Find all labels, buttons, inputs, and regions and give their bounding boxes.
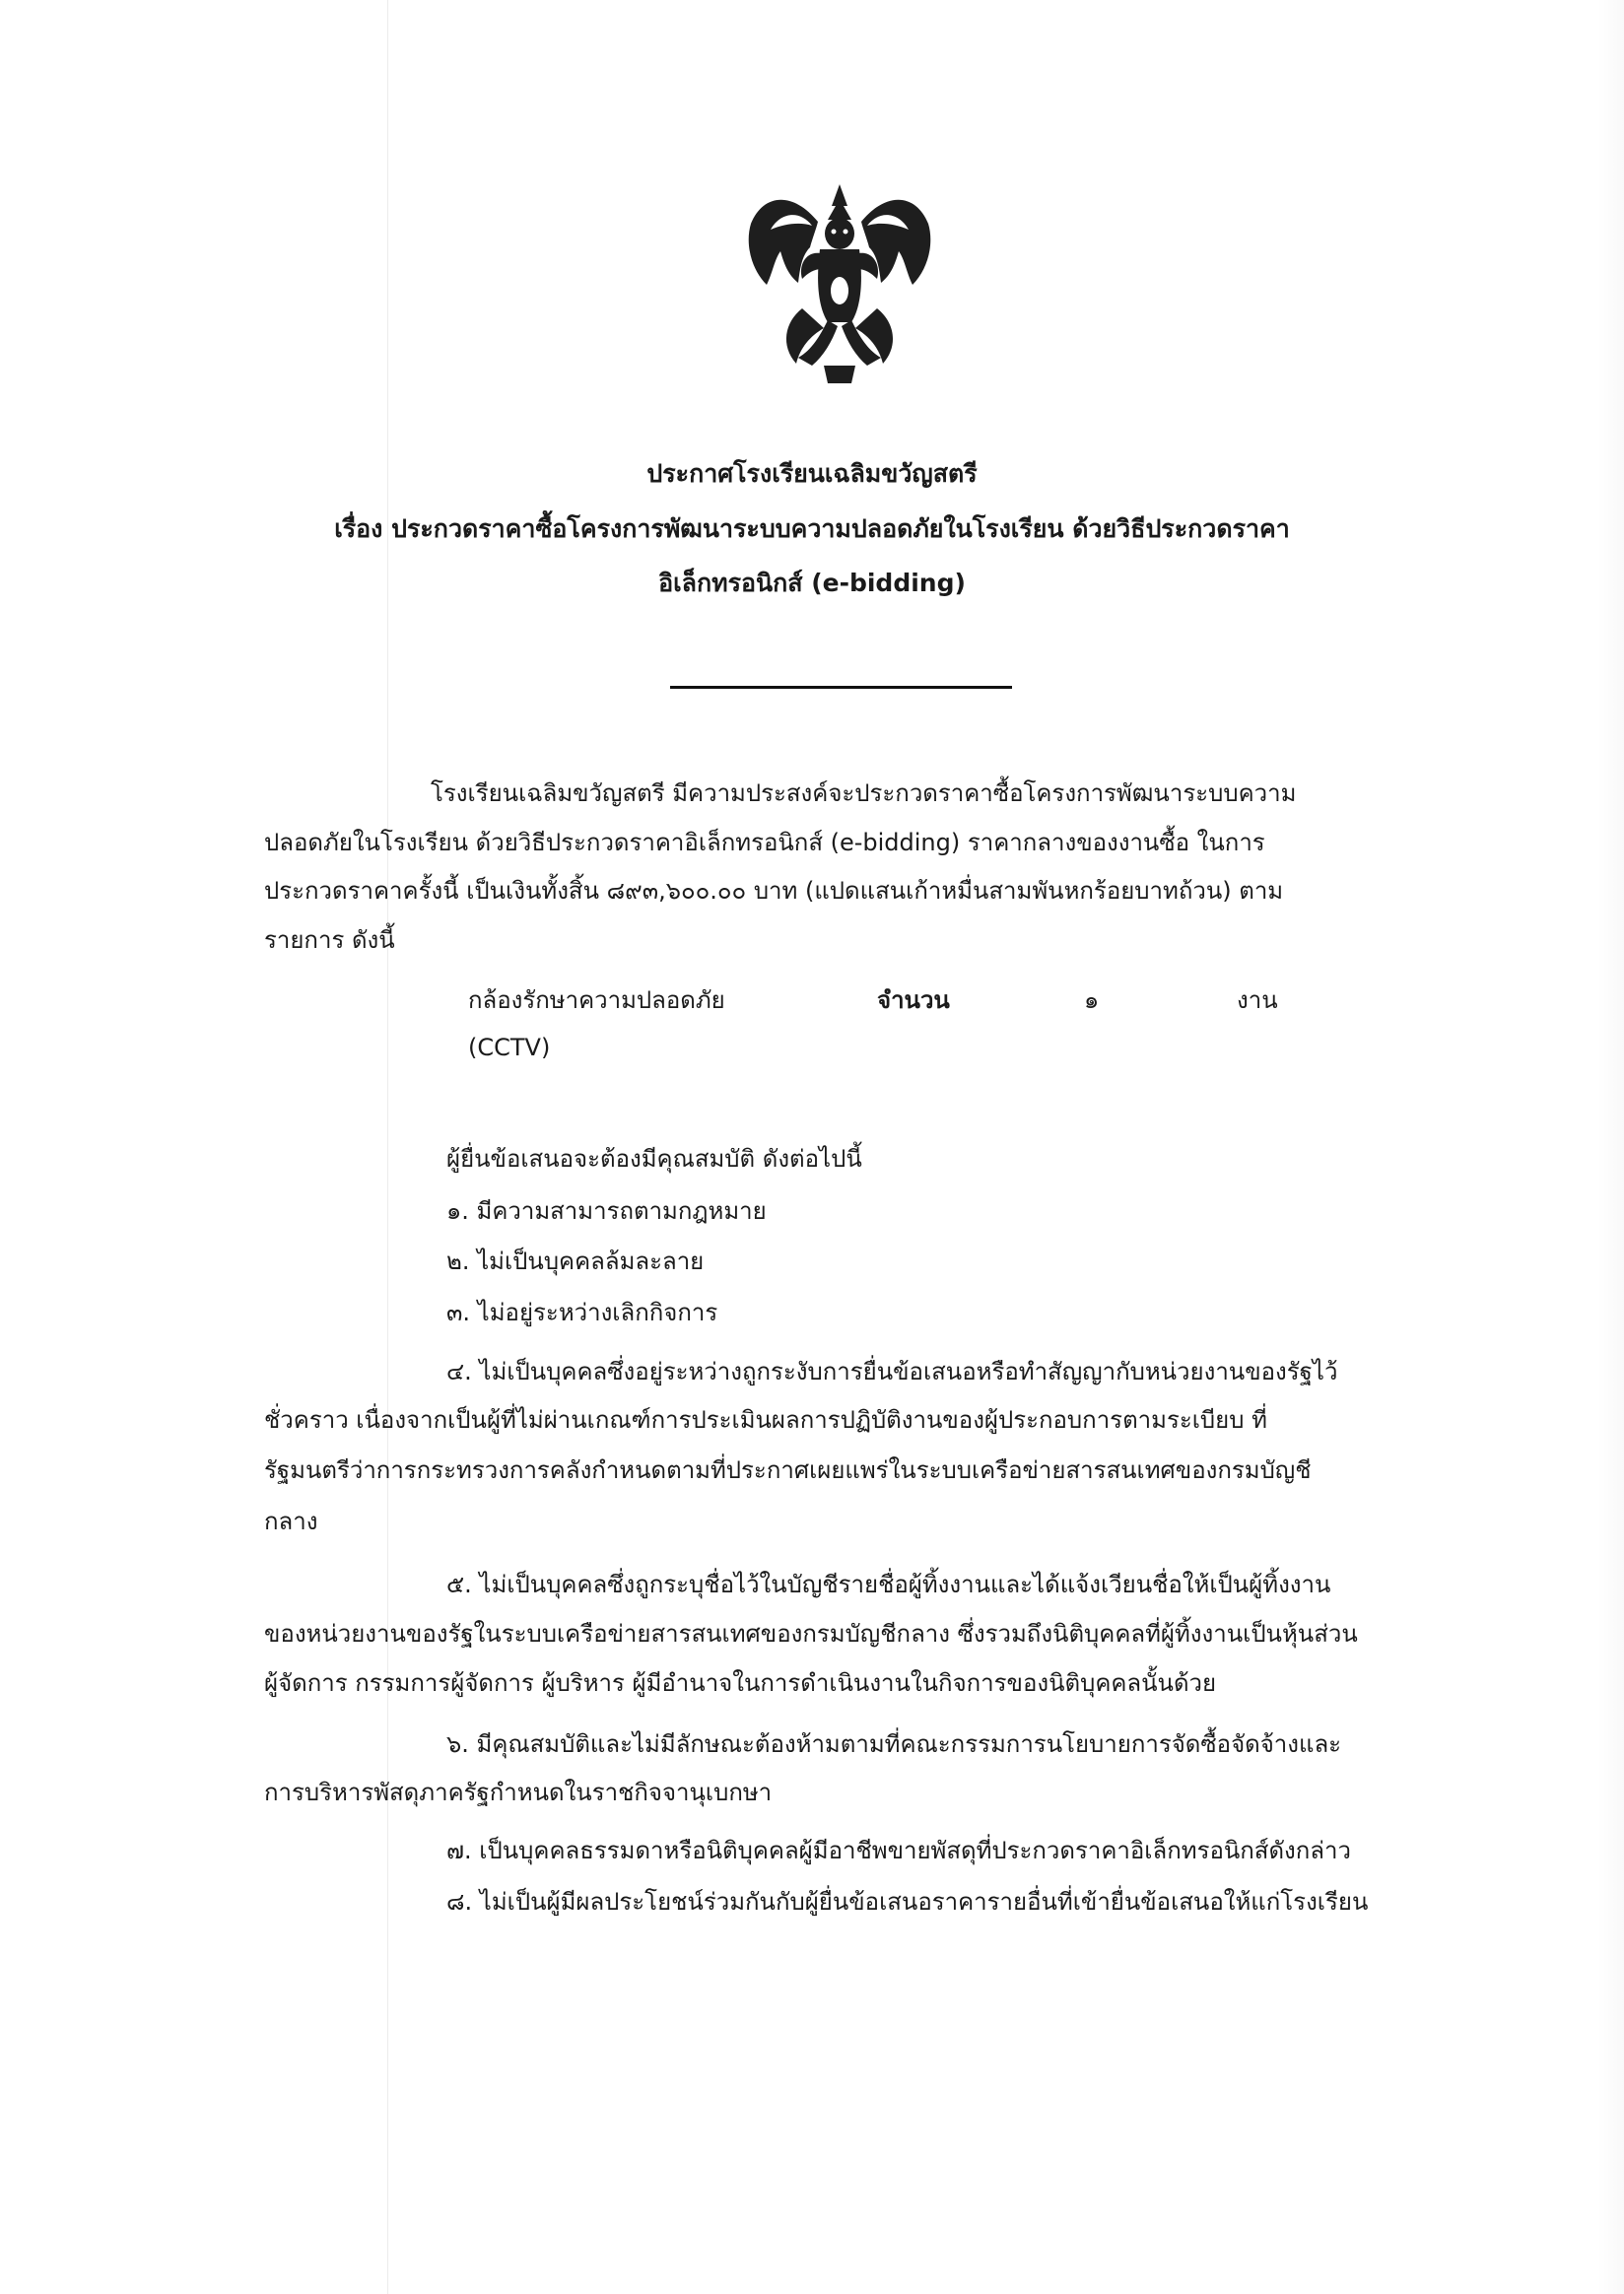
qualification-6-line-2: การบริหารพัสดุภาครัฐกำหนดในราชกิจจานุเบกษา (264, 1779, 773, 1806)
item-quantity-value: ๑ (1084, 986, 1100, 1014)
qualification-4-line-4: กลาง (264, 1508, 318, 1535)
item-unit: งาน (1237, 986, 1278, 1014)
qualification-5-line-2: ของหน่วยงานของรัฐในระบบเครือข่ายสารสนเทศของกรมบัญชีกลาง ซึ่งรวมถึงนิติบุคคลที่ผู้ทิ้งงานเป็นหุ้นส่วน (264, 1620, 1358, 1648)
qualification-7: ๗. เป็นบุคคลธรรมดาหรือนิติบุคคลผู้มีอาชีพขายพัสดุที่ประกวดราคาอิเล็กทรอนิกส์ดังกล่าว (446, 1837, 1351, 1864)
qualification-4-line-1: ๔. ไม่เป็นบุคคลซึ่งอยู่ระหว่างถูกระงับการยื่นข้อเสนอหรือทำสัญญากับหน่วยงานของรัฐไว้ (446, 1358, 1338, 1385)
intro-line-2: ปลอดภัยในโรงเรียน ด้วยวิธีประกวดราคาอิเล็กทรอนิกส์ (e-bidding) ราคากลางของงานซื้อ ในการ (264, 829, 1265, 856)
qualification-3: ๓. ไม่อยู่ระหว่างเลิกกิจการ (446, 1299, 718, 1326)
document-title: ประกาศโรงเรียนเฉลิมขวัญสตรี (646, 459, 978, 488)
item-quantity-label: จำนวน (877, 986, 950, 1014)
qualification-6-line-1: ๖. มีคุณสมบัติและไม่มีลักษณะต้องห้ามตามที่คณะกรรมการนโยบายการจัดซื้อจัดจ้างและ (446, 1730, 1342, 1758)
title-divider (670, 686, 1012, 689)
qualification-5-line-1: ๕. ไม่เป็นบุคคลซึ่งถูกระบุชื่อไว้ในบัญชีรายชื่อผู้ทิ้งงานและได้แจ้งเวียนชื่อให้เป็นผู้ทิ้งงาน (446, 1571, 1331, 1598)
qualification-4-line-3: รัฐมนตรีว่าการกระทรวงการคลังกำหนดตามที่ประกาศเผยแพร่ในระบบเครือข่ายสารสนเทศของกรมบัญชี (264, 1456, 1312, 1484)
item-name-code: (CCTV) (468, 1034, 551, 1061)
intro-line-4: รายการ ดังนี้ (264, 926, 395, 954)
scan-edge-shadow (1596, 0, 1624, 2294)
qualifications-heading: ผู้ยื่นข้อเสนอจะต้องมีคุณสมบัติ ดังต่อไปนี้ (446, 1145, 862, 1173)
qualification-2: ๒. ไม่เป็นบุคคลล้มละลาย (446, 1248, 705, 1275)
garuda-emblem-icon (741, 182, 938, 384)
document-subject: เรื่อง ประกวดราคาซื้อโครงการพัฒนาระบบความปลอดภัยในโรงเรียน ด้วยวิธีประกวดราคา (334, 514, 1290, 543)
intro-line-3: ประกวดราคาครั้งนี้ เป็นเงินทั้งสิ้น ๘๙๓,๖๐๐.๐๐ บาท (แปดแสนเก้าหมื่นสามพันหกร้อยบาทถ้วน) ตาม (264, 877, 1284, 905)
qualification-4-line-2: ชั่วคราว เนื่องจากเป็นผู้ที่ไม่ผ่านเกณฑ์การประเมินผลการปฏิบัติงานของผู้ประกอบการตามระเบียบ ที่ (264, 1406, 1267, 1434)
qualification-8: ๘. ไม่เป็นผู้มีผลประโยชน์ร่วมกันกับผู้ยื่นข้อเสนอราคารายอื่นที่เข้ายื่นข้อเสนอให้แก่โรงเรียน (446, 1888, 1369, 1916)
document-subject-continued: อิเล็กทรอนิกส์ (e-bidding) (658, 569, 966, 597)
qualification-1: ๑. มีความสามารถตามกฎหมาย (446, 1197, 767, 1225)
qualification-5-line-3: ผู้จัดการ กรรมการผู้จัดการ ผู้บริหาร ผู้มีอำนาจในการดำเนินงานในกิจการของนิติบุคคลนั้นด้วย (264, 1669, 1217, 1697)
intro-line-1: โรงเรียนเฉลิมขวัญสตรี มีความประสงค์จะประกวดราคาซื้อโครงการพัฒนาระบบความ (431, 779, 1297, 807)
scan-crease (387, 0, 388, 2294)
item-name: กล้องรักษาความปลอดภัย (468, 986, 725, 1014)
